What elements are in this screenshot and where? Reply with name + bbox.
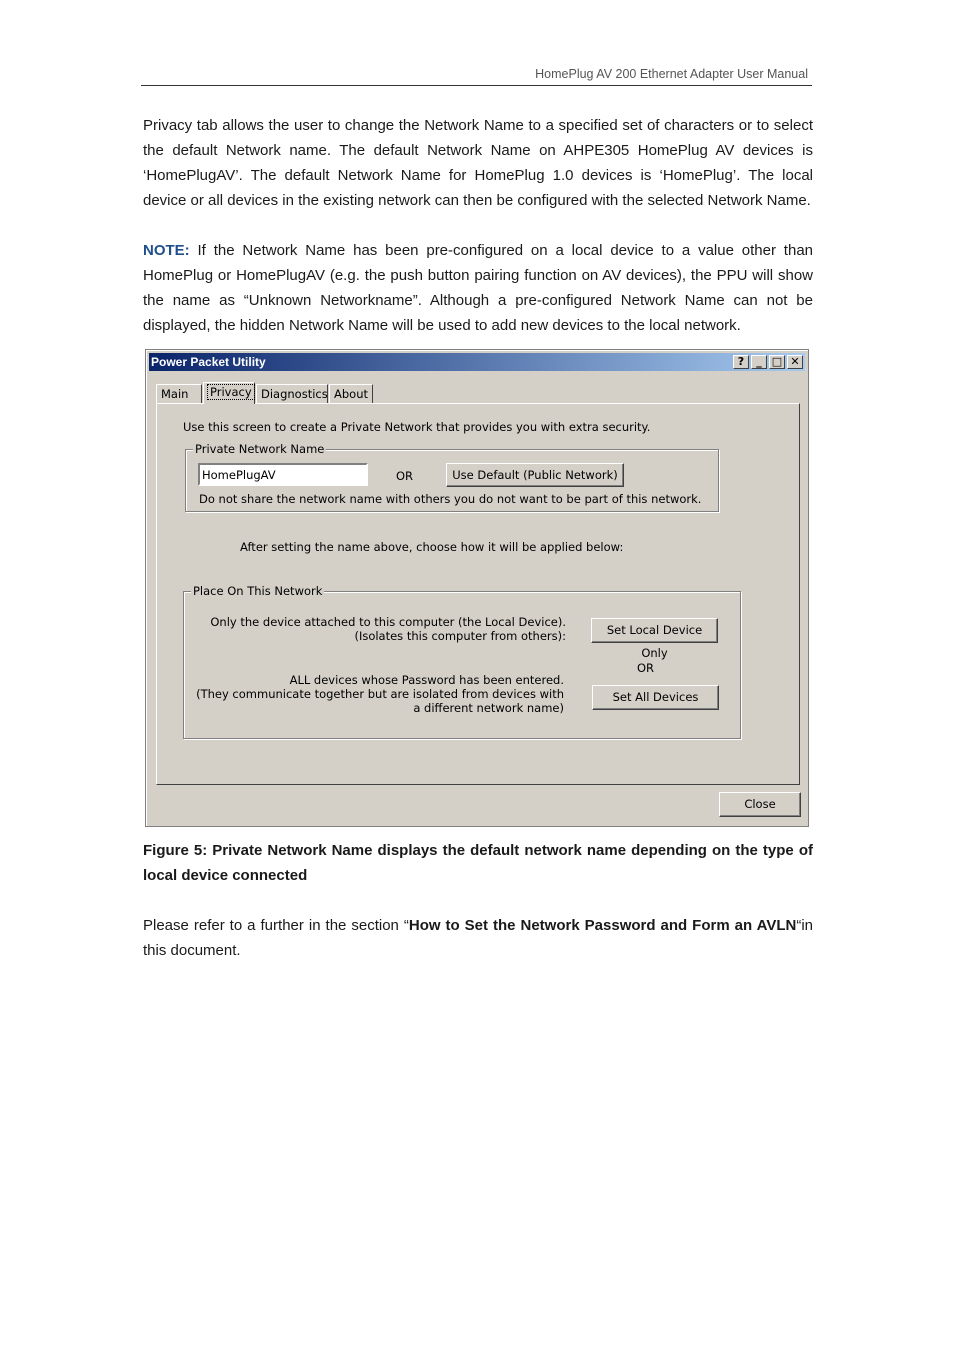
tab-privacy[interactable] — [203, 382, 255, 404]
privacy-description: Use this screen to create a Private Network that provides you with extra security. — [183, 420, 651, 434]
tab-about[interactable]: About — [329, 384, 373, 403]
intro-paragraph: Privacy tab allows the user to change the Network Name to a specified set of characters or to select the default Network name. The default Network Name on AHPE305 HomePlug AV devices is ‘HomePlugAV’. The default Network Name for HomePlug 1.0 devices is ‘HomePlug’. The local device or all devices in the existing network can then be configured with the selected Network Name. — [143, 117, 813, 209]
set-local-device-only-button[interactable]: Set Local Device Only — [591, 618, 718, 643]
or-label-2: OR — [637, 661, 655, 675]
header-rule — [141, 85, 812, 86]
private-network-name-group — [185, 442, 719, 512]
private-network-name-title: Private Network Name — [195, 442, 325, 456]
all-devices-line1: ALL devices whose Password has been entered. — [289, 673, 564, 687]
tab-privacy-label: Privacy — [210, 385, 252, 399]
help-button[interactable]: ? — [733, 355, 749, 369]
tab-diagnostics[interactable]: Diagnostics — [256, 384, 328, 403]
close-button[interactable]: Close — [719, 792, 801, 817]
running-header: HomePlug AV 200 Ethernet Adapter User Manual — [535, 67, 808, 81]
set-all-devices-button[interactable]: Set All Devices — [592, 685, 719, 710]
reference-section-title: How to Set the Network Password and Form an AVLN — [408, 917, 797, 934]
note-text: If the Network Name has been pre-configured on a local device to a value other than HomePlug or HomePlugAV (e.g. the push button pairing function on AV devices), the PPU will show the name as “Unknown Networkname”. Although a pre-configured Network Name can not be displayed, the hidden Network Name will be used to add new devices to the local network. — [143, 242, 813, 334]
maximize-button[interactable]: □ — [769, 355, 785, 369]
reference-before: Please refer to a further in the section “ — [143, 917, 409, 934]
all-devices-line2: (They communicate together but are isolated from devices with — [196, 687, 564, 701]
all-devices-line3: a different network name) — [413, 701, 564, 715]
note-paragraph — [143, 238, 813, 338]
minimize-button[interactable]: _ — [751, 355, 767, 369]
reference-paragraph — [143, 913, 813, 963]
network-name-warning: Do not share the network name with others you do not want to be part of this network. — [199, 492, 702, 506]
tab-main[interactable]: Main — [156, 384, 202, 403]
reference-after: “in this document. — [143, 917, 813, 959]
title-bar[interactable] — [149, 353, 805, 371]
window-title: Power Packet Utility — [151, 355, 266, 369]
figure-caption: Figure 5: Private Network Name displays the default network name depending on the type of local device connected — [143, 842, 813, 884]
privacy-panel — [156, 403, 800, 785]
or-label-1: OR — [396, 469, 414, 483]
close-window-button[interactable]: ✕ — [787, 355, 803, 369]
note-label: NOTE: — [143, 242, 190, 259]
use-default-button[interactable]: Use Default (Public Network) — [446, 463, 624, 487]
local-device-line1: Only the device attached to this computer (the Local Device). — [210, 615, 566, 629]
apply-hint: After setting the name above, choose how it will be applied below: — [240, 540, 624, 554]
power-packet-utility-window — [145, 349, 809, 827]
place-on-network-title: Place On This Network — [193, 584, 323, 598]
place-on-network-group — [183, 584, 741, 739]
network-name-input[interactable] — [198, 463, 368, 486]
local-device-line2: (Isolates this computer from others): — [354, 629, 566, 643]
